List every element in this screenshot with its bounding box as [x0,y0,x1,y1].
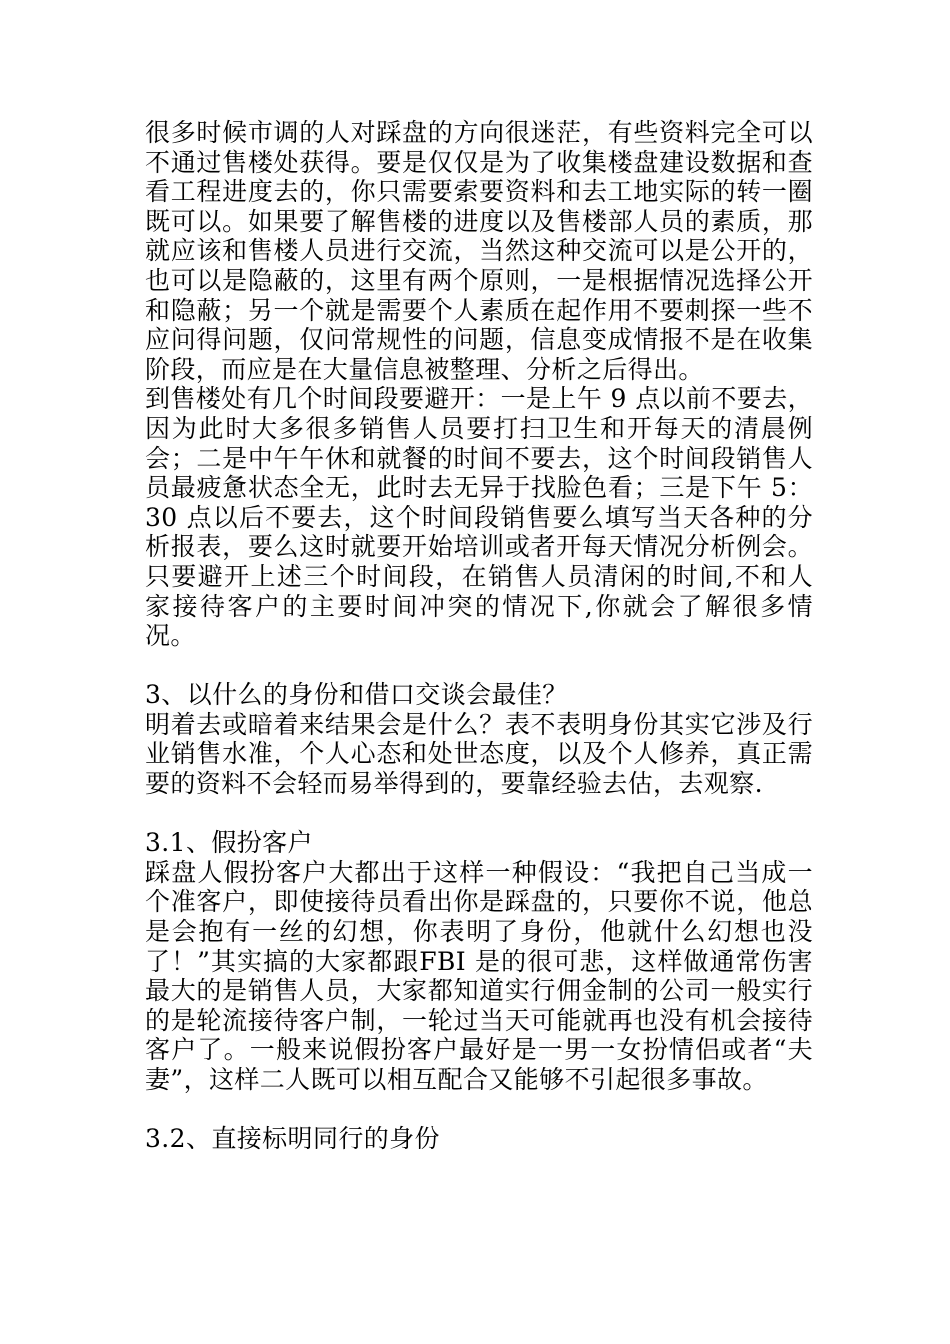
paragraph-time-to-avoid: 到售楼处有几个时间段要避开：一是上午 9 点以前不要去，因为此时大多很多销售人员要打扫卫生和开每天的清晨例会；二是中午午休和就餐的时间不要去，这个时间段销售人员最疲惫状态全无，此时去无异于找脸色看；三是下午 5：30 点以后不要去，这个时间段销售要么填写当天各种的分析报表，要么这时就要开始培训或者开每天情况分析例会。只要避开上述三个时间段，在销售人员清闲的时间,不和人家接待客户的主要时间冲突的情况下,你就会了解很多情况。 [145,384,814,651]
section-heading-3-2: 3.2、直接标明同行的身份 [145,1124,440,1154]
paragraph-identity: 明着去或暗着来结果会是什么？表不表明身份其实它涉及行业销售水准，个人心态和处世态度，以及个人修养，真正需要的资料不会轻而易举得到的，要靠经验去估，去观察. [145,709,813,799]
document-page [145,118,813,1154]
paragraph-survey-direction: 很多时候市调的人对踩盘的方向很迷茫，有些资料完全可以不通过售楼处获得。要是仅仅是为了收集楼盘建设数据和查看工程进度去的，你只需要索要资料和去工地实际的转一圈既可以。如果要了解售楼的进度以及售楼部人员的素质，那就应该和售楼人员进行交流，当然这种交流可以是公开的，也可以是隐蔽的，这里有两个原则，一是根据情况选择公开和隐蔽；另一个就是需要个人素质在起作用不要刺探一些不应问得问题，仅问常规性的问题，信息变成情报不是在收集阶段，而应是在大量信息被整理、分析之后得出。 [145,118,813,384]
paragraph-gap [145,651,813,681]
paragraph-gap [145,1095,813,1125]
paragraph-gap [145,799,813,829]
paragraph-pose-as-customer: 踩盘人假扮客户大都出于这样一种假设：“我把自己当成一个准客户，即使接待员看出你是踩盘的，只要你不说，他总是会抱有一丝的幻想，你表明了身份，他就什么幻想也没了！”其实搞的大家都跟FBI 是的很可悲，这样做通常伤害最大的是销售人员，大家都知道实行佣金制的公司一般实行的是轮流接待客户制，一轮过当天可能就再也没有机会接待客户了。一般来说假扮客户最好是一男一女扮情侣或者“夫妻”，这样二人既可以相互配合又能够不引起很多事故。 [145,857,813,1094]
section-heading-3-1: 3.1、假扮客户 [145,828,313,858]
section-heading-3: 3、以什么的身份和借口交谈会最佳？ [145,680,568,710]
